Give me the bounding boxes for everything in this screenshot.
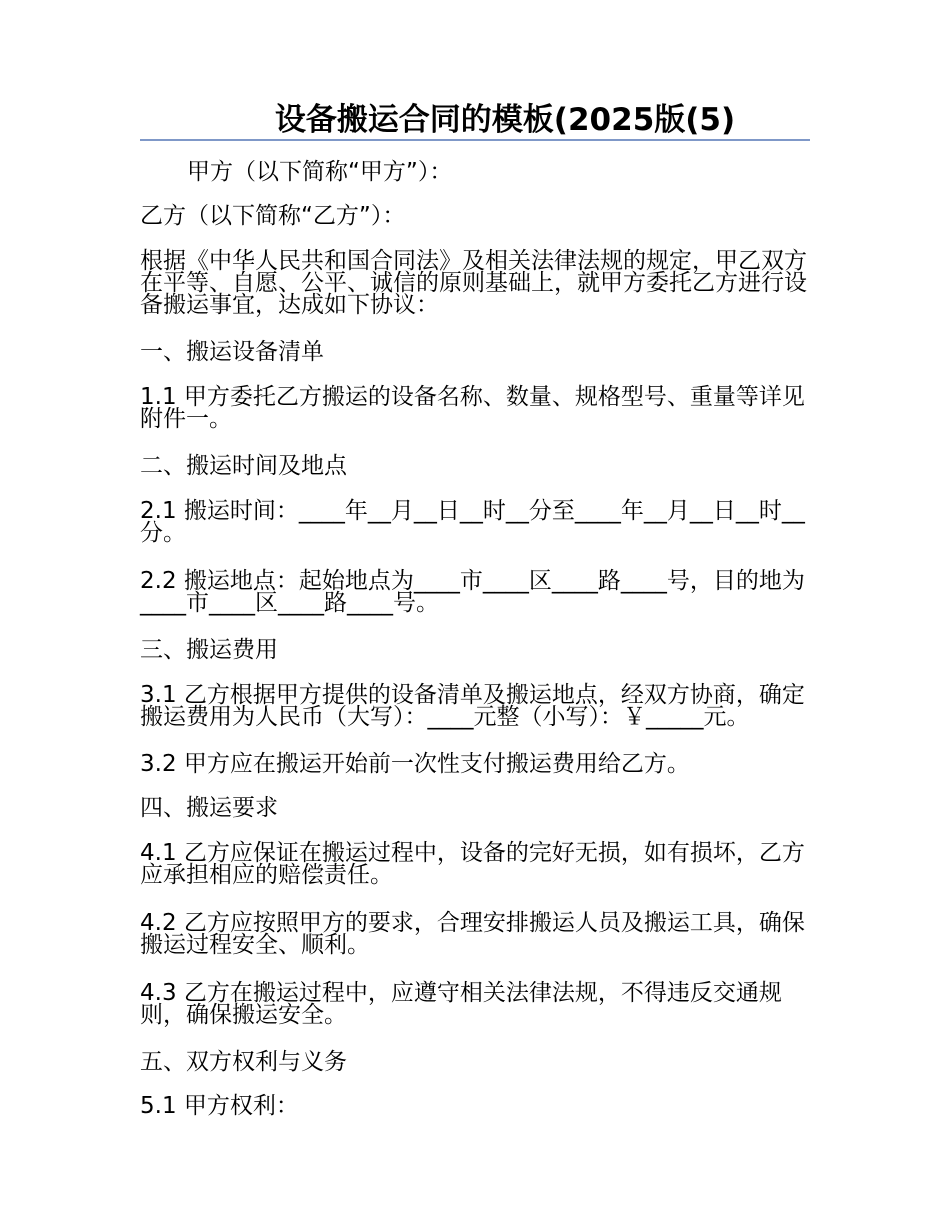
clause-2-2: 2.2 搬运地点：起始地点为____市____区____路____号，目的地为____市____区____路____号。: [140, 568, 805, 616]
clause-3-2: 3.2 甲方应在搬运开始前一次性支付搬运费用给乙方。: [140, 751, 690, 777]
clause-4-3: 4.3 乙方在搬运过程中，应遵守相关法律法规，不得违反交通规则，确保搬运安全。: [140, 980, 782, 1028]
party-b-line: 乙方（以下简称“乙方”）：: [140, 203, 406, 229]
clause-3-1: 3.1 乙方根据甲方提供的设备清单及搬运地点，经双方协商，确定搬运费用为人民币（大写）：____元整（小写）：￥_____元。: [140, 682, 805, 730]
section-heading-4: 四、搬运要求: [140, 795, 278, 821]
section-heading-5: 五、双方权利与义务: [140, 1049, 347, 1075]
title-underline: [140, 139, 810, 141]
clause-2-1: 2.1 搬运时间：____年__月__日__时__分至____年__月__日__时__分。: [140, 498, 805, 546]
document-title: 设备搬运合同的模板(2025版(5): [274, 102, 736, 138]
section-heading-1: 一、搬运设备清单: [140, 339, 324, 365]
clause-1-1: 1.1 甲方委托乙方搬运的设备名称、数量、规格型号、重量等详见附件一。: [140, 384, 805, 432]
section-heading-2: 二、搬运时间及地点: [140, 453, 347, 479]
preamble-paragraph: 根据《中华人民共和国合同法》及相关法律法规的规定，甲乙双方在平等、自愿、公平、诚信的原则基础上，就甲方委托乙方进行设备搬运事宜，达成如下协议：: [140, 248, 807, 318]
party-a-line: 甲方（以下简称“甲方”）：: [187, 159, 453, 185]
clause-4-1: 4.1 乙方应保证在搬运过程中，设备的完好无损，如有损坏，乙方应承担相应的赔偿责任。: [140, 840, 805, 888]
section-heading-3: 三、搬运费用: [140, 637, 278, 663]
document-body: [140, 156, 812, 1134]
clause-4-2: 4.2 乙方应按照甲方的要求，合理安排搬运人员及搬运工具，确保搬运过程安全、顺利。: [140, 910, 805, 958]
clause-5-1: 5.1 甲方权利：: [140, 1093, 299, 1119]
